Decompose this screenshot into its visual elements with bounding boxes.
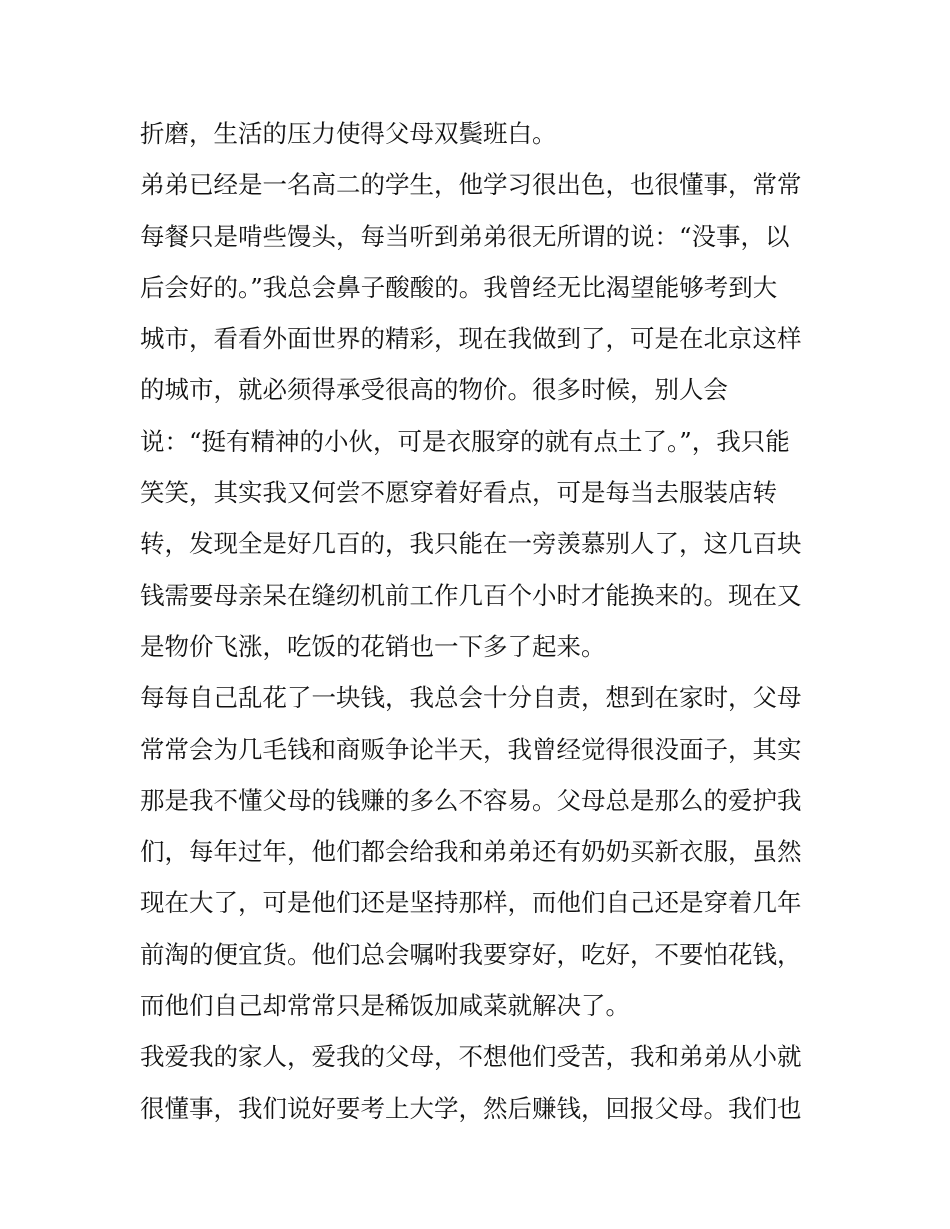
- text-line: 我爱我的家人，爱我的父母，不想他们受苦，我和弟弟从小就: [140, 1042, 802, 1072]
- text-line: 们，每年过年，他们都会给我和弟弟还有奶奶买新衣服，虽然: [140, 837, 802, 867]
- text-line: 城市，看看外面世界的精彩，现在我做到了，可是在北京这样: [140, 324, 802, 354]
- text-line: 很懂事，我们说好要考上大学，然后赚钱，回报父母。我们也: [140, 1093, 802, 1123]
- text-line: 前淘的便宜货。他们总会嘱咐我要穿好，吃好，不要怕花钱，: [140, 939, 802, 969]
- text-line: 现在大了，可是他们还是坚持那样，而他们自己还是穿着几年: [140, 888, 802, 918]
- text-line: 每每自己乱花了一块钱，我总会十分自责，想到在家时，父母: [140, 683, 802, 713]
- text-line: 笑笑，其实我又何尝不愿穿着好看点，可是每当去服装店转: [140, 478, 777, 508]
- text-line: 说：“挺有精神的小伙，可是衣服穿的就有点土了。”，我只能: [140, 426, 790, 456]
- text-line: 弟弟已经是一名高二的学生，他学习很出色，也很懂事，常常: [140, 170, 802, 200]
- text-line: 转，发现全是好几百的，我只能在一旁羡慕别人了，这几百块: [140, 529, 802, 559]
- text-line: 折磨，生活的压力使得父母双鬓班白。: [140, 119, 557, 148]
- text-line: 常常会为几毛钱和商贩争论半天，我曾经觉得很没面子，其实: [140, 734, 802, 764]
- text-line: 每餐只是啃些馒头，每当听到弟弟很无所谓的说：“没事，以: [140, 221, 790, 251]
- body-text: [140, 108, 830, 1134]
- text-line: 后会好的。”我总会鼻子酸酸的。我曾经无比渴望能够考到大: [140, 272, 778, 302]
- text-line: 是物价飞涨，吃饭的花销也一下多了起来。: [140, 631, 606, 661]
- text-line: 钱需要母亲呆在缝纫机前工作几百个小时才能换来的。现在又: [140, 580, 802, 610]
- text-line: 那是我不懂父母的钱赚的多么不容易。父母总是那么的爱护我: [140, 785, 802, 815]
- text-line: 而他们自己却常常只是稀饭加咸菜就解决了。: [140, 991, 630, 1021]
- text-line: 的城市，就必须得承受很高的物价。很多时候，别人会: [140, 375, 728, 405]
